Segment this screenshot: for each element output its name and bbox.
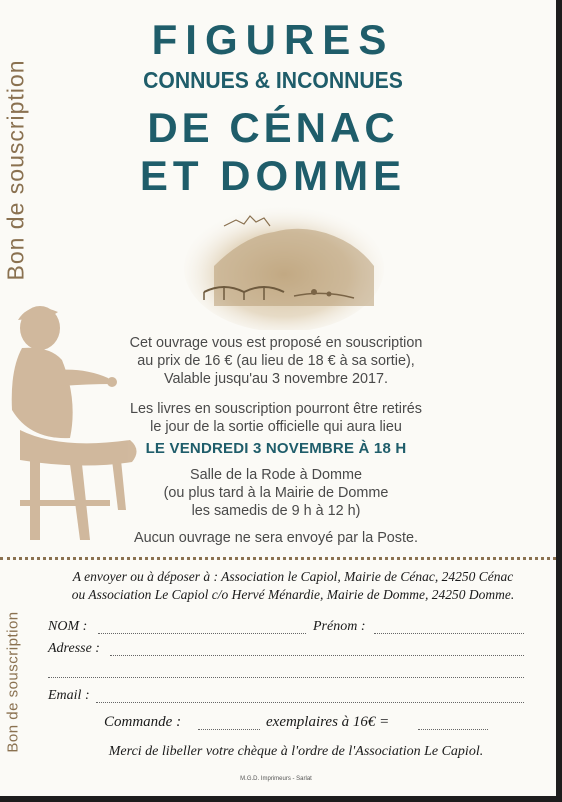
send-address-line-1: A envoyer ou à déposer à : Association le Capiol, Mairie de Cénac, 24250 Cénac bbox=[72, 569, 514, 584]
cheque-note: Merci de libeller votre chèque à l'ordre de l'Association Le Capiol. bbox=[108, 744, 484, 759]
adresse-field-line-2[interactable] bbox=[48, 677, 524, 678]
scan-edge-right bbox=[556, 0, 562, 802]
title-line-1: FIGURES bbox=[151, 16, 395, 63]
venue-line-1: Salle de la Rode à Domme bbox=[190, 467, 362, 483]
prenom-field[interactable] bbox=[374, 633, 524, 634]
email-field[interactable] bbox=[96, 702, 524, 703]
quantity-field[interactable] bbox=[198, 729, 260, 730]
title-line-2: CONNUES & INCONNUES bbox=[143, 67, 403, 93]
commande-label: Commande : bbox=[104, 714, 182, 730]
scan-edge-bottom bbox=[0, 796, 562, 802]
printer-credit: M.G.D. Imprimeurs - Sarlat bbox=[240, 776, 312, 782]
event-date: LE VENDREDI 3 NOVEMBRE À 18 H bbox=[145, 440, 407, 457]
intro-text bbox=[96, 334, 456, 388]
title-line-4: ET DOMME bbox=[139, 152, 407, 199]
nom-label: NOM : bbox=[48, 619, 88, 634]
email-label: Email : bbox=[48, 688, 90, 703]
side-label-bottom: Bon de souscription bbox=[4, 611, 22, 753]
total-field[interactable] bbox=[418, 729, 488, 730]
venue-line-2: (ou plus tard à la Mairie de Domme bbox=[163, 485, 389, 501]
no-post-notice: Aucun ouvrage ne sera envoyé par la Poste. bbox=[134, 530, 418, 546]
intro-line-1: Cet ouvrage vous est proposé en souscription bbox=[129, 335, 423, 351]
adresse-field-line-1[interactable] bbox=[110, 655, 524, 656]
pickup-line-1: Les livres en souscription pourront être retirés bbox=[130, 401, 422, 417]
prenom-label: Prénom : bbox=[313, 619, 366, 634]
adresse-label: Adresse : bbox=[48, 641, 100, 656]
landscape-sketch-image bbox=[184, 196, 384, 330]
nom-field[interactable] bbox=[98, 633, 306, 634]
venue-line-3: les samedis de 9 h à 12 h) bbox=[191, 503, 361, 519]
side-label-top: Bon de souscription bbox=[2, 59, 29, 281]
pickup-text bbox=[96, 400, 456, 436]
intro-line-3: Valable jusqu'au 3 novembre 2017. bbox=[163, 371, 389, 387]
intro-line-2: au prix de 16 € (au lieu de 18 € à sa sortie), bbox=[137, 353, 415, 369]
send-address-line-2: ou Association Le Capiol c/o Hervé Ménardie, Mairie de Domme, 24250 Domme. bbox=[71, 587, 515, 602]
exemplaires-label: exemplaires à 16€ = bbox=[266, 714, 390, 730]
pickup-line-2: le jour de la sortie officielle qui aura lieu bbox=[150, 419, 402, 435]
venue-text bbox=[96, 466, 456, 520]
cut-line-divider bbox=[0, 557, 556, 560]
title-line-3: DE CÉNAC bbox=[147, 104, 399, 151]
